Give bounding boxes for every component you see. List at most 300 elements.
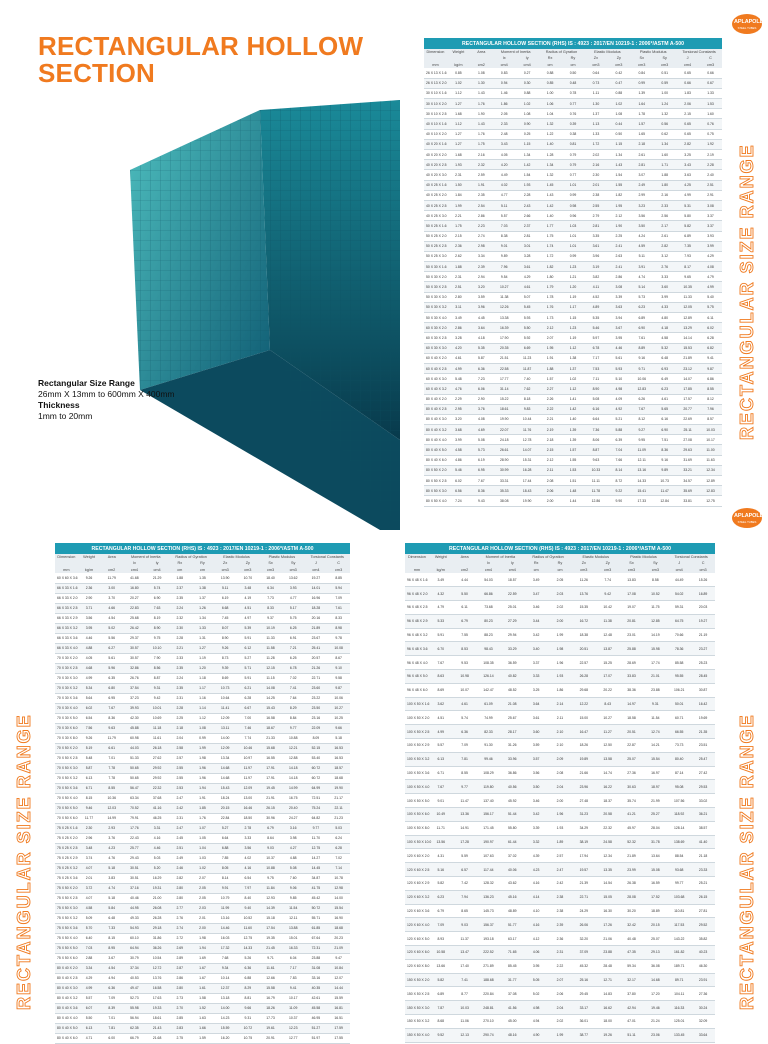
value-cell: 99.77 (667, 877, 691, 891)
value-cell: 8.58 (643, 573, 667, 587)
dimension-cell: 96 X 48 X 3.6 (405, 642, 429, 656)
value-cell: 0.99 (562, 190, 585, 200)
value-cell: 15.98 (643, 642, 667, 656)
value-cell: 2.01 (584, 180, 607, 190)
value-cell: 5.82 (429, 877, 453, 891)
value-cell: 2.12 (539, 323, 562, 333)
value-cell: 5.31 (676, 200, 699, 210)
value-cell: 2.51 (447, 282, 470, 292)
value-cell: 1.66 (191, 1023, 214, 1033)
value-cell: 15.41 (630, 486, 653, 496)
value-cell: 2.06 (548, 987, 572, 1001)
value-cell: 2.11 (539, 465, 562, 475)
value-cell: 133.45 (667, 1028, 691, 1042)
value-cell: 0.76 (699, 119, 722, 129)
value-cell: 10.78 (327, 873, 350, 883)
value-cell: 2.47 (168, 793, 191, 803)
dimension-cell: 40 X 20 X 1.6 (424, 139, 447, 149)
value-cell: 12.86 (584, 496, 607, 506)
value-cell: 1.42 (516, 160, 539, 170)
value-cell: 11.11 (584, 476, 607, 486)
value-cell: 1.39 (562, 425, 585, 435)
building-image (110, 100, 400, 530)
value-cell: 12.83 (699, 486, 722, 496)
value-cell: 1.12 (562, 343, 585, 353)
value-cell: 106.21 (667, 683, 691, 697)
value-cell: 5.87 (78, 763, 101, 773)
value-cell: 21.39 (572, 877, 596, 891)
value-cell: 11.77 (78, 813, 101, 823)
value-cell: 1.88 (653, 170, 676, 180)
value-cell: 11.33 (259, 633, 282, 643)
value-cell: 9.78 (327, 633, 350, 643)
value-cell: 37.02 (500, 849, 524, 863)
dimension-cell: 70 X 30 X 3.6 (55, 693, 78, 703)
value-cell: 21.01 (643, 670, 667, 684)
value-cell: 13.62 (282, 573, 305, 583)
value-cell: 8.40 (237, 893, 260, 903)
value-cell: 1.22 (539, 129, 562, 139)
table-row (55, 1003, 350, 1013)
value-cell: 3.63 (607, 302, 630, 312)
value-cell: 3.74 (78, 853, 101, 863)
dimension-cell: 80 X 50 X 2.5 (424, 476, 447, 486)
column-symbol: Sx (259, 560, 282, 566)
value-cell: 8.77 (453, 987, 477, 1001)
value-cell: 2.28 (516, 190, 539, 200)
value-cell: 21.17 (327, 793, 350, 803)
value-cell: 5.75 (699, 302, 722, 312)
value-cell: 53.40 (305, 753, 328, 763)
value-cell: 0.99 (191, 733, 214, 743)
value-cell: 290.74 (477, 1028, 501, 1042)
value-cell: 25.16 (572, 973, 596, 987)
value-cell: 66.86 (477, 587, 501, 601)
value-cell: 4.86 (447, 455, 470, 465)
value-cell: 37.09 (572, 946, 596, 960)
column-symbol: Ry (548, 560, 572, 566)
value-cell: 7.73 (259, 593, 282, 603)
value-cell: 1.75 (539, 231, 562, 241)
value-cell: 1.69 (191, 953, 214, 963)
value-cell: 20.57 (305, 653, 328, 663)
table-row (424, 119, 722, 129)
value-cell: 2.36 (447, 241, 470, 251)
dimension-cell: 60 X 40 X 2.0 (424, 353, 447, 363)
value-cell: 5.82 (676, 221, 699, 231)
value-cell: 2.38 (548, 904, 572, 918)
column-group-header: Moment of Inertia (493, 49, 539, 55)
value-cell: 5.21 (607, 414, 630, 424)
value-cell: 16.30 (596, 904, 620, 918)
value-cell: 37.08 (500, 987, 524, 1001)
value-cell: 7.51 (653, 435, 676, 445)
value-cell: 20.77 (676, 404, 699, 414)
value-cell: 16.79 (259, 993, 282, 1003)
value-cell: 6.89 (676, 231, 699, 241)
value-cell: 95.55 (667, 670, 691, 684)
column-symbol: Iy (146, 560, 169, 566)
dimension-cell: 96 X 48 X 2.9 (405, 614, 429, 628)
value-cell: 6.57 (453, 863, 477, 877)
value-cell: 5.27 (214, 823, 237, 833)
value-cell: 9.52 (429, 1028, 453, 1042)
column-group-header: Area (470, 49, 493, 55)
dimension-cell: 30 X 10 X 1.6 (424, 88, 447, 98)
value-cell: 1.98 (548, 642, 572, 656)
value-cell: 2.77 (168, 903, 191, 913)
value-cell: 13.35 (596, 863, 620, 877)
dimension-cell: 80 X 40 X 2.0 (424, 394, 447, 404)
value-cell: 8.90 (146, 623, 169, 633)
value-cell: 3.96 (470, 302, 493, 312)
table-row (405, 959, 715, 973)
value-cell: 136.23 (477, 890, 501, 904)
value-cell: 0.79 (562, 150, 585, 160)
value-cell: 66.79 (123, 1033, 146, 1043)
value-cell: 50.65 (123, 773, 146, 783)
value-cell: 9.27 (630, 425, 653, 435)
table-row (424, 129, 722, 139)
value-cell: 2.79 (584, 211, 607, 221)
column-unit: cm4 (123, 566, 146, 573)
column-symbol: Rx (168, 560, 191, 566)
table-row (424, 435, 722, 445)
dimension-cell: 150 X 50 X 4.0 (405, 1028, 429, 1042)
dimension-cell: 100 X 50 X 2.9 (405, 739, 429, 753)
value-cell: 1.03 (191, 853, 214, 863)
value-cell: 14.97 (620, 697, 644, 711)
value-cell: 11.54 (643, 711, 667, 725)
value-cell: 17.07 (596, 670, 620, 684)
value-cell: 29.92 (146, 763, 169, 773)
value-cell: 4.98 (607, 384, 630, 394)
value-cell: 3.31 (146, 823, 169, 833)
value-cell: 1.59 (191, 1033, 214, 1043)
value-cell: 0.38 (562, 129, 585, 139)
value-cell: 8.95 (100, 943, 123, 953)
value-cell: 3.64 (524, 697, 548, 711)
value-cell: 12.13 (453, 1028, 477, 1042)
value-cell: 9.71 (630, 363, 653, 373)
value-cell: 9.63 (100, 723, 123, 733)
value-cell: 7.83 (282, 973, 305, 983)
dimension-cell: 26 X 13 X 2.0 (424, 78, 447, 88)
value-cell: 4.80 (653, 313, 676, 323)
dimension-cell: 50 X 25 X 3.0 (424, 251, 447, 261)
value-cell: 2.87 (168, 963, 191, 973)
value-cell: 26.06 (572, 918, 596, 932)
value-cell: 1.32 (539, 119, 562, 129)
value-cell: 28.48 (596, 959, 620, 973)
value-cell: 7.55 (453, 628, 477, 642)
value-cell: 6.39 (607, 435, 630, 445)
dimension-cell: 70 X 30 X 3.2 (55, 683, 78, 693)
value-cell: 14.25 (259, 693, 282, 703)
value-cell: 6.69 (516, 343, 539, 353)
value-cell: 6.89 (429, 987, 453, 1001)
value-cell: 6.19 (214, 593, 237, 603)
value-cell: 4.49 (493, 170, 516, 180)
value-cell: 8.17 (676, 262, 699, 272)
thickness-label: Thickness (38, 400, 80, 410)
value-cell: 10.27 (327, 703, 350, 713)
value-cell: 8.15 (78, 793, 101, 803)
value-cell: 14.00 (214, 733, 237, 743)
value-cell: 4.71 (78, 1033, 101, 1043)
value-cell: 1.30 (470, 78, 493, 88)
value-cell: 117.53 (667, 918, 691, 932)
value-cell: 1.37 (562, 363, 585, 373)
value-cell: 18.50 (237, 813, 260, 823)
value-cell: 6.26 (630, 394, 653, 404)
dimension-cell: 60 X 60 X 3.6 (55, 573, 78, 583)
value-cell: 6.61 (100, 743, 123, 753)
value-cell: 6.71 (429, 766, 453, 780)
value-cell: 1.28 (539, 150, 562, 160)
value-cell: 2.38 (584, 190, 607, 200)
table-row (55, 603, 350, 613)
value-cell: 5.26 (237, 953, 260, 963)
value-cell: 7.94 (453, 890, 477, 904)
value-cell: 23.33 (691, 863, 715, 877)
value-cell: 14.68 (214, 773, 237, 783)
value-cell: 7.67 (429, 780, 453, 794)
value-cell: 10.88 (282, 733, 305, 743)
value-cell: 5.11 (630, 251, 653, 261)
value-cell: 8.14 (214, 873, 237, 883)
value-cell: 19.07 (620, 601, 644, 615)
dimension-cell: 75 X 50 X 3.2 (55, 913, 78, 923)
value-cell: 2.89 (168, 953, 191, 963)
value-cell: 25.11 (676, 425, 699, 435)
dimension-cell: 96 X 48 X 2.0 (405, 587, 429, 601)
value-cell: 38.77 (572, 1028, 596, 1042)
value-cell: 17.59 (327, 1023, 350, 1033)
value-cell: 1.43 (539, 190, 562, 200)
value-cell: 6.79 (453, 614, 477, 628)
value-cell: 11.09 (630, 445, 653, 455)
value-cell: 0.85 (447, 68, 470, 78)
value-cell: 21.89 (620, 849, 644, 863)
value-cell: 29.92 (146, 773, 169, 783)
value-cell: 1.57 (562, 445, 585, 455)
page-title: RECTANGULAR HOLLOW SECTION (38, 31, 364, 88)
value-cell: 14.00 (327, 893, 350, 903)
dimension-cell: 120 X 60 X 2.9 (405, 877, 429, 891)
value-cell: 21.89 (305, 623, 328, 633)
value-cell: 9.66 (327, 723, 350, 733)
value-cell: 7.85 (214, 853, 237, 863)
value-cell: 54.03 (477, 573, 501, 587)
value-cell: 2.22 (548, 959, 572, 973)
value-cell: 5.84 (100, 903, 123, 913)
value-cell: 7.09 (100, 993, 123, 1003)
value-cell: 104.11 (667, 987, 691, 1001)
value-cell: 11.60 (237, 923, 260, 933)
value-cell: 1.34 (191, 613, 214, 623)
value-cell: 2.46 (168, 863, 191, 873)
value-cell: 1.04 (191, 843, 214, 853)
value-cell: 7.14 (327, 863, 350, 873)
value-cell: 2.55 (168, 773, 191, 783)
dimension-cell: 96 X 48 X 6.0 (405, 683, 429, 697)
value-cell: 25.68 (123, 613, 146, 623)
table-row (55, 633, 350, 643)
value-cell: 6.02 (447, 476, 470, 486)
value-cell: 2.35 (470, 190, 493, 200)
value-cell: 7.01 (100, 1013, 123, 1023)
table-row (424, 282, 722, 292)
table-row (55, 883, 350, 893)
value-cell: 11.61 (259, 963, 282, 973)
value-cell: 1.42 (562, 404, 585, 414)
column-symbol: Zx (572, 560, 596, 566)
value-cell: 18.24 (214, 793, 237, 803)
apollo-logo: APLAPOLLO STEEL TUBES (732, 14, 762, 34)
value-cell: 7.00 (237, 713, 260, 723)
dimension-cell: 70 X 50 X 2.5 (55, 753, 78, 763)
value-cell: 2.10 (548, 725, 572, 739)
value-cell: 7.74 (237, 733, 260, 743)
value-cell: 2.80 (168, 983, 191, 993)
dimension-cell: 120 X 60 X 5.0 (405, 932, 429, 946)
value-cell: 8.53 (453, 642, 477, 656)
value-cell: 17.52 (643, 890, 667, 904)
column-unit: cm4 (500, 566, 524, 573)
value-cell: 2.03 (191, 903, 214, 913)
value-cell: 23.22 (305, 693, 328, 703)
value-cell: 17.73 (259, 1013, 282, 1023)
table-row (405, 697, 715, 711)
value-cell: 4.08 (699, 262, 722, 272)
value-cell: 16.29 (146, 873, 169, 883)
value-cell: 4.58 (78, 903, 101, 913)
column-unit: cm3 (282, 566, 305, 573)
column-unit: mm (405, 566, 429, 573)
value-cell: 5.35 (470, 343, 493, 353)
value-cell: 2.35 (168, 663, 191, 673)
value-cell: 12.93 (259, 893, 282, 903)
dimension-cell: 75 X 50 X 4.0 (55, 933, 78, 943)
value-cell: 2.25 (607, 231, 630, 241)
dimension-cell: 80 X 50 X 4.0 (424, 496, 447, 506)
value-cell: 15.53 (676, 343, 699, 353)
table-row (55, 783, 350, 793)
dimension-cell: 96 X 48 X 3.2 (405, 628, 429, 642)
value-cell: 26.08 (146, 903, 169, 913)
value-cell: 1.31 (191, 633, 214, 643)
value-cell: 6.16 (653, 414, 676, 424)
value-cell: 7.81 (453, 752, 477, 766)
value-cell: 9.42 (146, 693, 169, 703)
value-cell: 18.37 (596, 794, 620, 808)
table-row (424, 180, 722, 190)
value-cell: 15.18 (259, 913, 282, 923)
value-cell: 9.83 (516, 404, 539, 414)
value-cell: 2.74 (168, 923, 191, 933)
table-row (55, 873, 350, 883)
value-cell: 48.89 (500, 904, 524, 918)
table-row (424, 353, 722, 363)
value-cell: 10.54 (146, 953, 169, 963)
column-unit: cm2 (453, 566, 477, 573)
value-cell: 30.63 (620, 780, 644, 794)
value-cell: 89.71 (667, 973, 691, 987)
value-cell: 2.86 (168, 973, 191, 983)
value-cell: 1.90 (470, 109, 493, 119)
value-cell: 29.63 (676, 445, 699, 455)
value-cell: 7.23 (470, 374, 493, 384)
value-cell: 0.84 (630, 68, 653, 78)
value-cell: 2.62 (447, 251, 470, 261)
value-cell: 8.36 (100, 713, 123, 723)
value-cell: 1.41 (562, 394, 585, 404)
value-cell: 25.88 (620, 642, 644, 656)
value-cell: 5.94 (327, 583, 350, 593)
value-cell: 10.27 (493, 282, 516, 292)
value-cell: 1.80 (539, 272, 562, 282)
value-cell: 46.95 (305, 1013, 328, 1023)
value-cell: 10.88 (259, 863, 282, 873)
dimension-cell: 150 X 50 X 3.0 (405, 1001, 429, 1015)
value-cell: 248.81 (477, 1001, 501, 1015)
table-row (55, 853, 350, 863)
value-cell: 4.51 (429, 711, 453, 725)
value-cell: 1.40 (539, 139, 562, 149)
value-cell: 12.03 (100, 803, 123, 813)
value-cell: 30.24 (691, 1001, 715, 1015)
table-row (55, 963, 350, 973)
value-cell: 3.08 (607, 282, 630, 292)
value-cell: 1.00 (653, 88, 676, 98)
value-cell: 14.33 (630, 476, 653, 486)
value-cell: 2.94 (470, 272, 493, 282)
value-cell: 10.08 (327, 643, 350, 653)
vertical-range-text: RECTANGULAR SIZE RANGE (14, 713, 34, 1010)
table-row (424, 139, 722, 149)
value-cell: 1.46 (493, 88, 516, 98)
dimension-cell: 50 X 30 X 4.0 (424, 313, 447, 323)
value-cell: 1.02 (447, 78, 470, 88)
value-cell: 73.68 (477, 601, 501, 615)
value-cell: 6.68 (214, 603, 237, 613)
dimension-cell: 80 X 40 X 6.0 (424, 455, 447, 465)
value-cell: 3.00 (100, 583, 123, 593)
value-cell: 2.54 (470, 200, 493, 210)
value-cell: 2.05 (191, 893, 214, 903)
dimension-cell: 80 X 40 X 2.5 (424, 404, 447, 414)
value-cell: 1.16 (191, 693, 214, 703)
dimension-cell: 70 X 50 X 3.6 (55, 783, 78, 793)
value-cell: 1.03 (562, 221, 585, 231)
dimension-cell: 120 X 60 X 2.5 (405, 863, 429, 877)
value-cell: 2.02 (548, 601, 572, 615)
value-cell: 5.97 (584, 333, 607, 343)
column-symbol: Zy (237, 560, 260, 566)
value-cell: 1.94 (191, 943, 214, 953)
value-cell: 3.46 (524, 794, 548, 808)
value-cell: 2.42 (168, 803, 191, 813)
value-cell: 61.44 (500, 835, 524, 849)
table-row (405, 573, 715, 587)
value-cell: 10.73 (214, 683, 237, 693)
value-cell: 4.99 (676, 190, 699, 200)
value-cell: 2.86 (447, 323, 470, 333)
dimension-cell: 75 X 25 X 2.9 (55, 853, 78, 863)
value-cell: 37.34 (123, 963, 146, 973)
value-cell: 0.65 (676, 129, 699, 139)
